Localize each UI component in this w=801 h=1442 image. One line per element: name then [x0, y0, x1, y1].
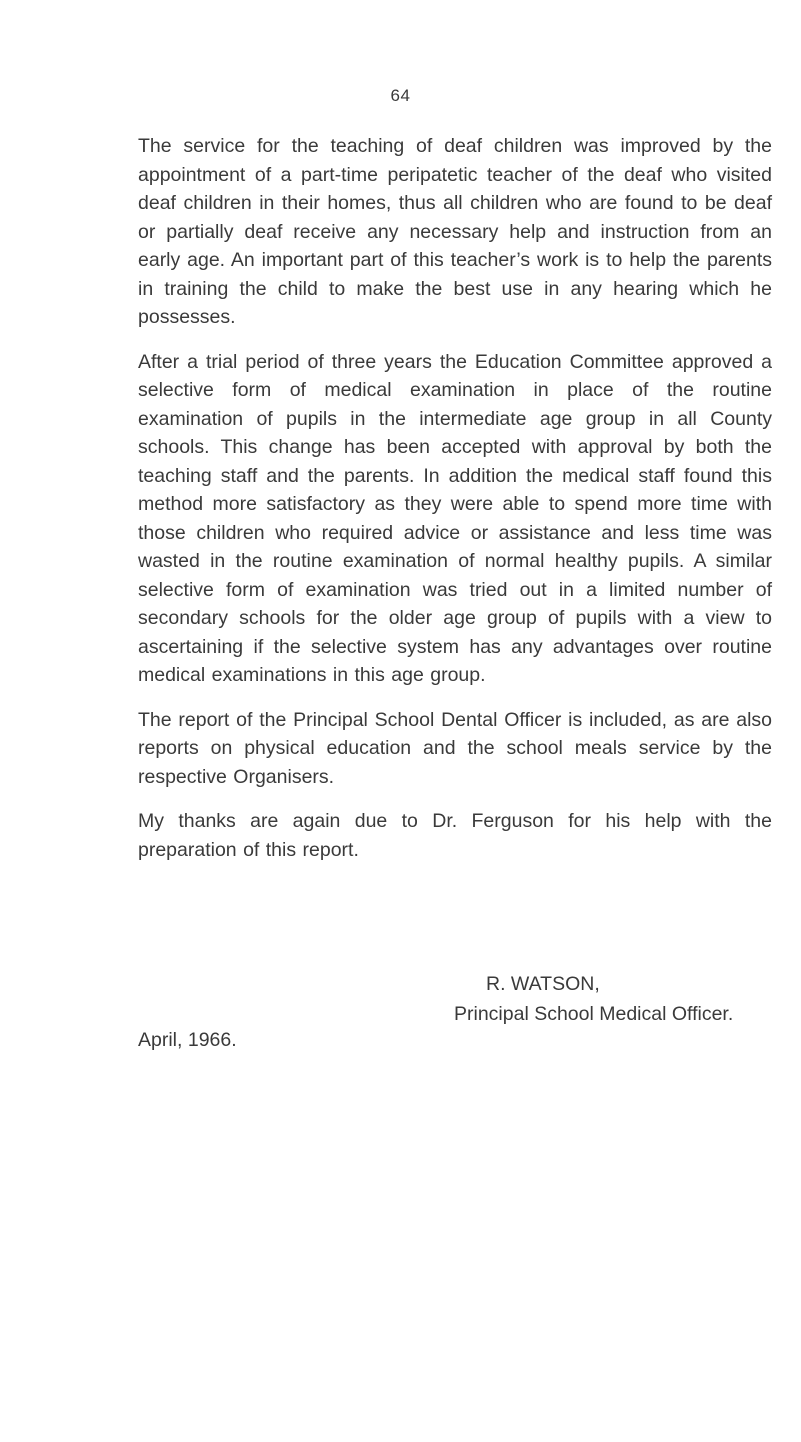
paragraph-deaf-service: The service for the teaching of deaf children was improved by the appointment of a part-time peripatetic teacher of the deaf who visited deaf children in their homes, thus all children who are found to be deaf or partially deaf receive any necessary help and instruction from an early age. An important part of this teacher’s work is to help the parents in training the child to make the best use in any hearing which he possesses.	[138, 135, 772, 328]
page-number: 64	[390, 86, 411, 105]
signature-block	[138, 970, 772, 1090]
report-date: April, 1966.	[138, 1029, 237, 1051]
report-body	[138, 132, 772, 880]
signatory-title: Principal School Medical Officer.	[454, 1003, 734, 1025]
signatory-name: R. WATSON,	[486, 973, 600, 995]
paragraph-selective-examination: After a trial period of three years the Education Committee approved a selective form of medical examination in place of the routine examination of pupils in the intermediate age group in all County schools. This change has been accepted with approval by both the teaching staff and the parents. In addition the medical staff found this method more satisfactory as they were able to spend more time with those children who required advice or assistance and less time was wasted in the routine examination of normal healthy pupils. A similar selective form of examination was tried out in a limited number of secondary schools for the older age group of pupils with a view to ascertaining if the selective system has any advantages over routine medical examinations in this age group.	[138, 350, 772, 686]
paragraph-thanks: My thanks are again due to Dr. Ferguson for his help with the preparation of this report.	[138, 810, 772, 861]
paragraph-dental-report: The report of the Principal School Dental Officer is included, as are also reports on physical education and the school meals service by the respective Organisers.	[138, 708, 772, 788]
